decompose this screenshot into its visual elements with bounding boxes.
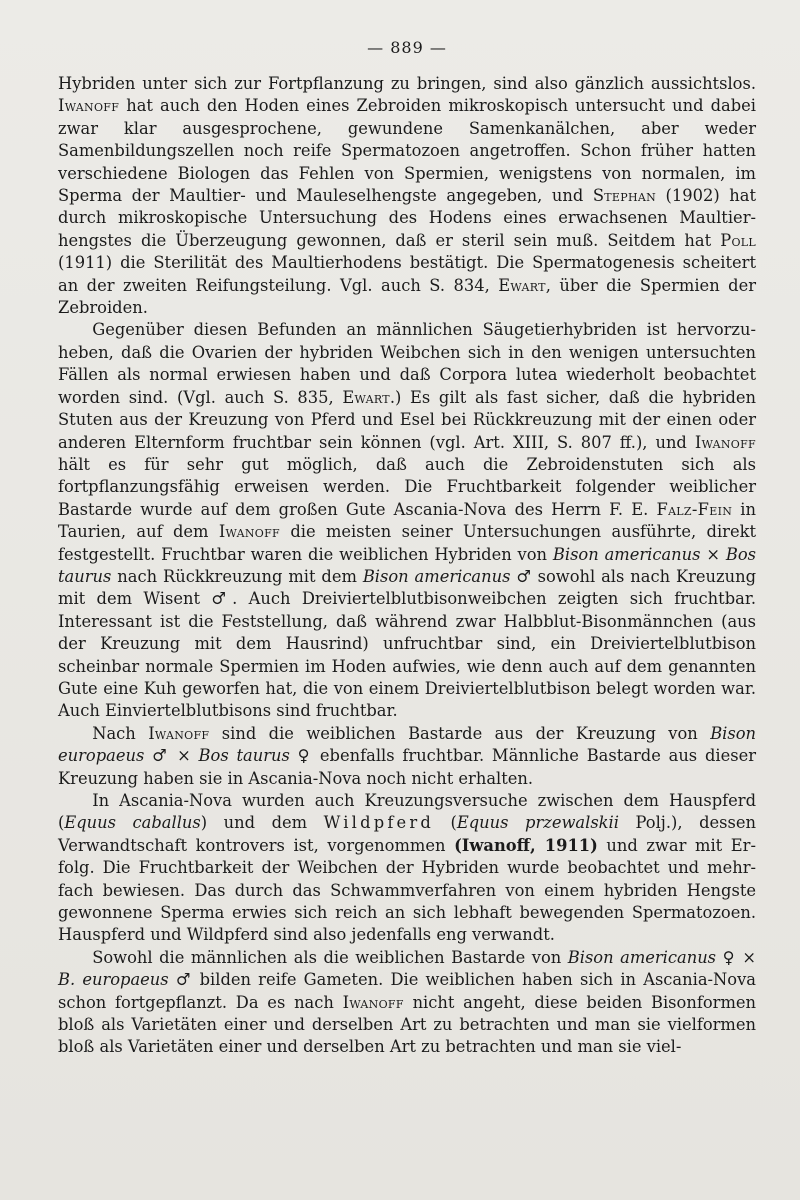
name-smallcaps: Falz-Fein [656,499,733,519]
italic-term: Bison americanus [567,947,717,967]
text-run: ♂ × [144,746,199,766]
text-run: In Ascania-Nova wurden auch Kreuzungsversuche zwischen dem Hauspferd ( [58,791,756,833]
name-smallcaps: Ewart [342,387,390,407]
body-text [58,73,756,1059]
paragraph-3 [58,723,756,790]
text-run: Nach [92,723,149,743]
text-run: die meisten seiner Untersuchungen ausführte, direkt festgestellt. Fruchtbar waren die weiblichen Hybriden von [58,522,756,564]
text-run: (1902) hat durch mikroskopische Untersuchung des Hodens eines erwachsenen Maultierhengstes die Überzeugung gewonnen, daß er steril sein muß. Seitdem hat [58,186,756,250]
text-run: ♂ sowohl als nach Kreuzung mit dem Wisent ♂. Auch Dreiviertelblutbisonweibchen zeigten sich fruchtbar. Interessant ist die Feststellung, daß während zwar Halbblut-Bisonmännchen (aus der Kreuzung mit dem Hausrind) unfruchtbar sind, ein Dreiviertelblutbison scheinbar normale Spermien im Hoden aufwies, wie denn auch auf dem genannten Gute eine Kuh geworfen hat, die von einem Dreiviertelblutbison belegt worden war. Auch Einviertelblutbisons sind fruchtbar. [58,566,756,721]
name-smallcaps: Stephan [592,186,657,206]
text-run: ♀ ebenfalls fruchtbar. Männliche Bastarde aus dieser Kreuzung haben sie in Ascania-Nova noch nicht erhalten. [58,746,756,788]
text-run: in Taurien, auf dem [58,499,756,542]
text-run: ( [433,813,457,833]
paragraph-1 [58,73,756,319]
italic-term: Equus caballus [64,813,201,833]
name-smallcaps: Ewart [498,275,546,295]
text-run: × [700,544,726,564]
text-run: sind die weiblichen Bastarde aus der Kreuzung von [209,723,711,743]
paragraph-2 [58,319,756,722]
text-run: , über die Spermien der Zebroiden. [58,275,756,318]
text-run: Sowohl die männlichen als die weiblichen Bastarde von [92,947,568,967]
italic-term: Bison europaeus [58,723,757,766]
text-run: nach Rückkreuzung mit dem [111,566,363,586]
italic-term: B. europaeus [58,970,169,990]
text-run: (1911) die Sterilität des Maultierhodens bestätigt. Die Spermatogenesis scheitert an der zweiten Reifungsteilung. Vgl. auch S. 834, [58,253,756,295]
name-smallcaps: Poll [720,230,756,250]
italic-term: Bison americanus [362,566,511,586]
italic-term: Bison americanus [552,544,701,564]
text-run: Hybriden unter sich zur Fortpflanzung zu bringen, sind also gänzlich aussichtslos. [58,74,756,93]
name-smallcaps: Iwanoff [148,723,210,743]
text-run: und zwar mit Erfolg. Die Fruchtbarkeit der Weibchen der Hybriden wurde beobachtet und mehrfach bewiesen. Das durch das Schwammverfahren von einem hybriden Hengste gewonnene Sperma erwies sich reich an sich lebhaft bewegenden Spermatozoen. Hauspferd und Wildpferd sind also jedenfalls eng verwandt. [58,835,756,945]
text-run: hat auch den Hoden eines Zebroiden mikroskopisch untersucht und dabei zwar klar ausgesprochene, gewundene Samenkanälchen, aber weder Samenbildungszellen noch reife Spermatozoen angetroffen. Schon früher hatten verschiedene Biologen das Fehlen von Spermien, wenigstens von normalen, im Sperma der Maultier- und Mauleselhengste angegeben, und [58,96,756,206]
bold-citation: (Iwanoff, 1911) [454,835,598,855]
italic-term: Equus przewalskii [456,813,619,833]
text-run: ♂ bilden reife Gameten. Die weiblichen haben sich in Ascania-Nova schon fortgepflanzt. Da es nach [58,970,756,1012]
name-smallcaps: Iwanoff [218,522,280,542]
page-number: — 889 — [367,38,447,57]
text-run: hält es für sehr gut möglich, daß auch die Zebroidenstuten sich als fortpflanzungsfähig erweisen werden. Die Fruchtbarkeit folgender weiblicher Bastarde wurde auf dem großen Gute Ascania-Nova des Herrn F. E. [58,454,756,519]
italic-term: Bos taurus [198,746,290,766]
text-run: ♀ × [716,947,756,967]
paragraph-5 [58,947,756,1059]
text-run: ) und dem [200,813,324,833]
italic-term: Bos taurus [58,544,756,586]
paragraph-4 [58,790,756,947]
name-smallcaps: Iwanoff [342,992,404,1012]
text-run: .) Es gilt als fast sicher, daß die hybriden Stuten aus der Kreuzung von Pferd und Esel bei Rückkreuzung mit der einen oder anderen Elternform fruchtbar sein können (vgl. Art. XIII, S. 807 ff.), und [58,387,756,452]
spaced-term: Wildpferd [323,813,434,833]
name-smallcaps: Iwanoff [58,96,120,116]
text-run: nicht angeht, diese beiden Bisonformen bloß als Varietäten einer und derselben Art zu betrachten und man sie vielformen bloß als Varietäten einer und derselben Art zu betrachten und man sie viel- [58,992,757,1057]
text-run: Polj.), dessen Verwandtschaft kontrovers ist, vorgenommen [58,813,756,855]
text-run: Gegenüber diesen Befunden an männlichen Säugetierhybriden ist hervorzuheben, daß die Ovarien der hybriden Weibchen sich in den wenigen untersuchten Fällen als normal erwiesen haben und daß Corpora lutea wiederholt beobachtet worden sind. (Vgl. auch S. 835, [58,320,756,407]
name-smallcaps: Iwanoff [694,432,756,452]
